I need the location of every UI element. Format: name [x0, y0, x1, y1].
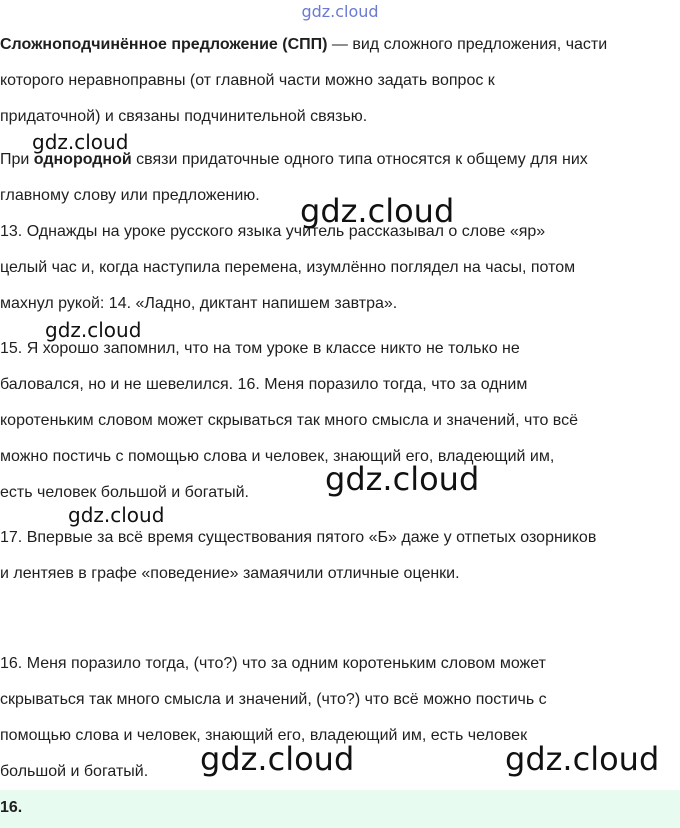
paragraph-13: 13. Однажды на уроке русского языка учитель рассказывал о слове «яр» целый час и, когда наступила перемена, изумлённо поглядел на часы, потом махнул рукой: 14. «Ладно, диктант напишем завтра». [0, 223, 576, 312]
paragraph-15: 15. Я хорошо запомнил, что на том уроке в классе никто не только не баловался, но и не шевелился. 16. Меня поразило тогда, что за одним коротеньким словом может скрываться так много смысла и значений, что всё можно постичь с помощью слова и человек, знающий его, владеющий им, есть человек большой и богатый. [0, 340, 579, 501]
analysis-16: 16. Меня поразило тогда, (что?) что за одним коротеньким словом может скрываться так много смысла и значений, (что?) что всё можно постичь с помощью слова и человек, знающий его, владеющий им, есть человек большой и богатый. [0, 655, 547, 780]
homogeneous-paragraph: При однородной связи придаточные одного типа относятся к общему для них главному слову или предложению. [0, 151, 588, 204]
watermark: gdz.cloud [45, 318, 142, 342]
answer-bar [0, 790, 680, 828]
top-watermark: gdz.cloud [301, 2, 379, 21]
watermark: gdz.cloud [300, 192, 455, 230]
watermark: gdz.cloud [505, 740, 660, 778]
watermark: gdz.cloud [325, 460, 480, 498]
watermark: gdz.cloud [200, 740, 355, 778]
definition-paragraph: Сложноподчинённое предложение (СПП) — вид сложного предложения, части которого неравноправны (от главной части можно задать вопрос к придаточной) и связаны подчинительной связью. [0, 36, 608, 125]
watermark: gdz.cloud [32, 130, 129, 154]
answer-bar-label: 16. [0, 799, 23, 816]
homogeneous-bold: однородной [33, 151, 132, 168]
paragraph-17: 17. Впервые за всё время существования пятого «Б» даже у отпетых озорников и лентяев в графе «поведение» замаячили отличные оценки. [0, 529, 597, 582]
watermark: gdz.cloud [68, 503, 165, 527]
definition-term: Сложноподчинённое предложение (СПП) [0, 36, 328, 53]
